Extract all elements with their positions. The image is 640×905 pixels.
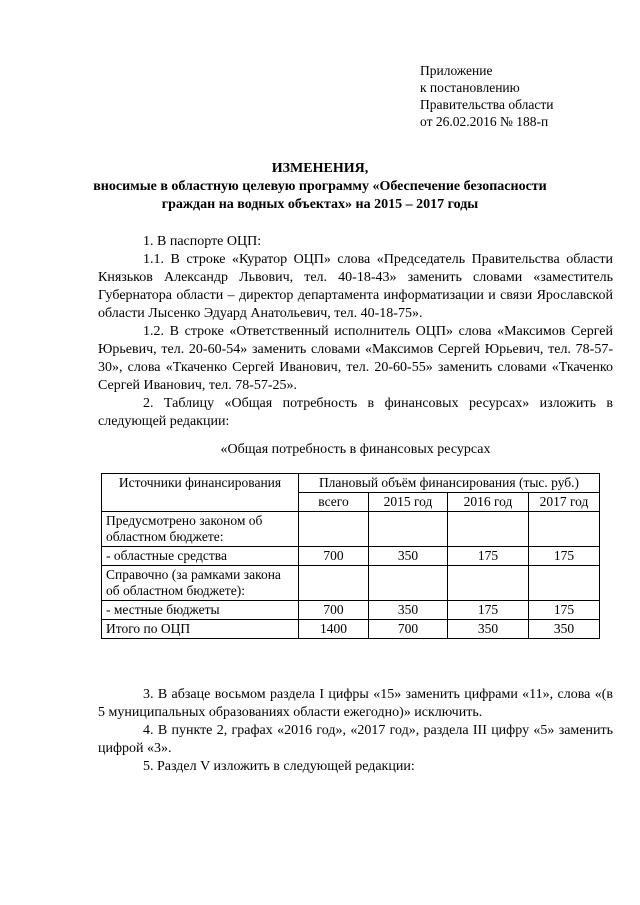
table-row: [102, 620, 600, 639]
annex-line: Правительства области: [420, 97, 554, 112]
paragraph: 1. В паспорте ОЦП:: [143, 234, 262, 249]
cell: 700: [369, 620, 448, 639]
cell: 175: [448, 601, 529, 620]
cell: 350: [529, 620, 600, 639]
title-line: граждан на водных объектах» на 2015 – 2017 годы: [161, 197, 479, 212]
subheader-cell: всего: [299, 493, 369, 512]
subheader-cell: 2017 год: [529, 493, 600, 512]
cell: [299, 566, 369, 601]
row-label: - областные средства: [102, 547, 299, 566]
row-label: Справочно (за рамками закона об областном бюджете):: [102, 566, 299, 601]
paragraph: 2. Таблицу «Общая потребность в финансовых ресурсах» изложить в следующей редакции:: [98, 396, 613, 429]
cell: [369, 566, 448, 601]
cell: 1400: [299, 620, 369, 639]
title-line: вносимые в областную целевую программу «Обеспечение безопасности: [93, 179, 547, 194]
paragraph: 1.2. В строке «Ответственный исполнитель ОЦП» слова «Максимов Сергей Юрьевич, тел. 20-60-54» заменить словами «Максимов Сергей Юрьевич, тел. 78-57-30», слова «Ткаченко Сергей Иванович, тел. 20-60-55» заменить словами «Ткаченко Сергей Иванович, тел. 78-57-25».: [98, 324, 613, 393]
cell: [529, 512, 600, 547]
cell: 700: [299, 601, 369, 620]
table-row: [102, 566, 600, 601]
subheader-cell: 2015 год: [369, 493, 448, 512]
row-label: Итого по ОЦП: [102, 620, 299, 639]
financing-table: [101, 473, 600, 639]
annex-block: [420, 62, 553, 130]
row-label: Предусмотрено законом об областном бюджете:: [102, 512, 299, 547]
table-row: [102, 601, 600, 620]
cell: 175: [529, 601, 600, 620]
cell: 350: [369, 547, 448, 566]
document-title: [60, 160, 580, 214]
cell: [299, 512, 369, 547]
header-plan: Плановый объём финансирования (тыс. руб.): [299, 474, 600, 493]
annex-line: к постановлению: [420, 80, 520, 95]
cell: [369, 512, 448, 547]
table-caption: «Общая потребность в финансовых ресурсах: [220, 442, 491, 457]
cell: 350: [369, 601, 448, 620]
cell: [448, 566, 529, 601]
cell: 175: [448, 547, 529, 566]
subheader-cell: 2016 год: [448, 493, 529, 512]
annex-line: Приложение: [420, 63, 493, 78]
table-header-row: [102, 474, 600, 493]
cell: [448, 512, 529, 547]
header-source: Источники финансирования: [102, 474, 299, 512]
cell: 175: [529, 547, 600, 566]
cell: 700: [299, 547, 369, 566]
body-section-2: [98, 686, 613, 776]
paragraph: 1.1. В строке «Куратор ОЦП» слова «Председатель Правительства области Князьков Александр Львович, тел. 40-18-43» заменить словами «заместитель Губернатора области – директор департамента информатизации и связи Ярославской области Лысенко Эдуард Анатольевич, тел. 40-18-75».: [98, 252, 613, 321]
table-row: [102, 512, 600, 547]
paragraph: 3. В абзаце восьмом раздела I цифры «15» заменить цифрами «11», слова «(в 5 муниципальных образованиях области ежегодно)» исключить.: [98, 687, 613, 720]
body-section-1: [98, 233, 613, 431]
table-row: [102, 547, 600, 566]
cell: [529, 566, 600, 601]
annex-line: от 26.02.2016 № 188-п: [420, 114, 549, 129]
row-label: - местные бюджеты: [102, 601, 299, 620]
title-line: ИЗМЕНЕНИЯ,: [271, 161, 369, 176]
paragraph: 4. В пункте 2, графах «2016 год», «2017 год», раздела III цифру «5» заменить цифрой «3».: [98, 723, 613, 756]
paragraph: 5. Раздел V изложить в следующей редакции:: [143, 759, 415, 774]
cell: 350: [448, 620, 529, 639]
